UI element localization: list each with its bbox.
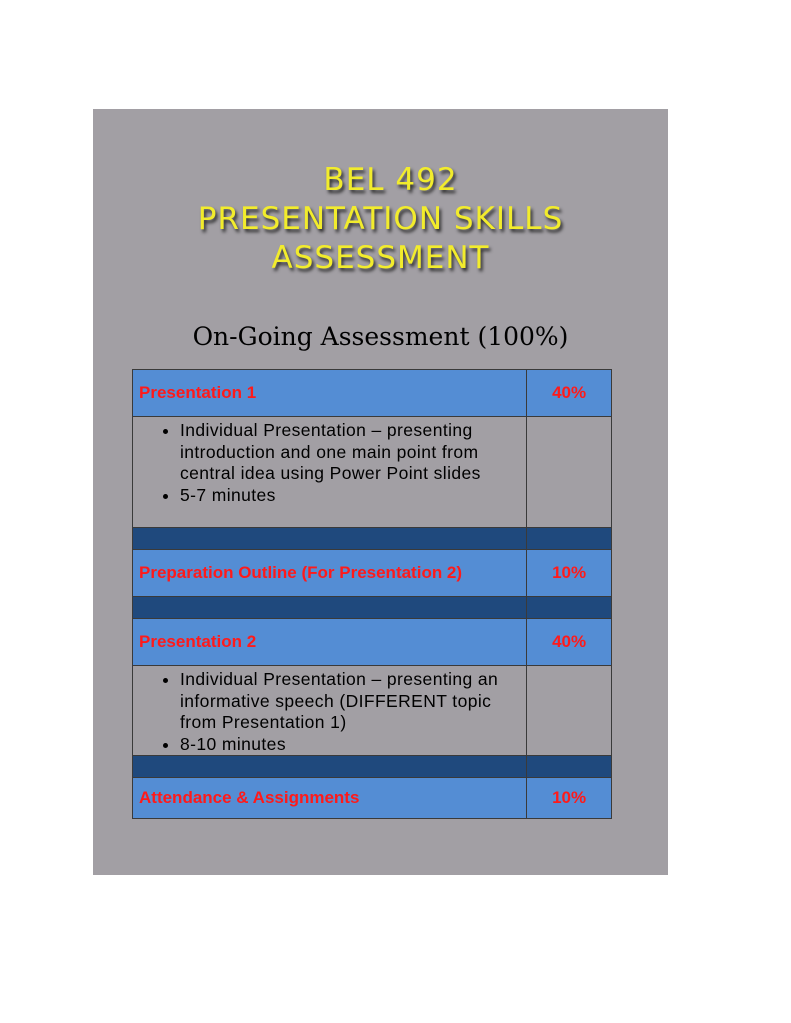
- list-item: • 5-7 minutes: [180, 485, 526, 507]
- row-label: Presentation 2: [133, 619, 527, 666]
- slide-subtitle: On-Going Assessment (100%): [192, 322, 569, 351]
- spacer-row: [133, 756, 612, 778]
- title-line-1: BEL 492: [323, 162, 458, 198]
- table-row: [133, 778, 612, 819]
- bullet-list: [133, 669, 526, 755]
- title-line-2: PRESENTATION SKILLS: [197, 201, 564, 237]
- table-row-details: [133, 666, 612, 756]
- list-item: • Individual Presentation – presenting introduction and one main point from central idea using Power Point slides: [180, 420, 526, 485]
- list-item: • 8-10 minutes: [180, 734, 526, 756]
- list-item: • Individual Presentation – presenting an informative speech (DIFFERENT topic from Presentation 1): [180, 669, 526, 734]
- slide-title: [93, 161, 668, 278]
- row-label: Attendance & Assignments: [133, 778, 527, 819]
- bullet-list: [133, 420, 526, 506]
- spacer-cell: [133, 756, 527, 778]
- row-weight: 40%: [527, 619, 612, 666]
- row-details: [133, 666, 527, 756]
- spacer-row: [133, 597, 612, 619]
- empty-cell: [527, 666, 612, 756]
- table-row: [133, 619, 612, 666]
- spacer-cell: [527, 597, 612, 619]
- empty-cell: [527, 417, 612, 528]
- title-line-3: ASSESSMENT: [271, 240, 490, 276]
- slide: [93, 109, 668, 875]
- row-weight: 40%: [527, 370, 612, 417]
- table-row: [133, 550, 612, 597]
- row-details: [133, 417, 527, 528]
- row-weight: 10%: [527, 550, 612, 597]
- row-weight: 10%: [527, 778, 612, 819]
- row-label: Presentation 1: [133, 370, 527, 417]
- table-row-details: [133, 417, 612, 528]
- spacer-cell: [527, 756, 612, 778]
- table-row: [133, 370, 612, 417]
- spacer-cell: [133, 597, 527, 619]
- spacer-row: [133, 528, 612, 550]
- spacer-cell: [527, 528, 612, 550]
- row-label: Preparation Outline (For Presentation 2): [133, 550, 527, 597]
- assessment-table: [132, 369, 612, 819]
- spacer-cell: [133, 528, 527, 550]
